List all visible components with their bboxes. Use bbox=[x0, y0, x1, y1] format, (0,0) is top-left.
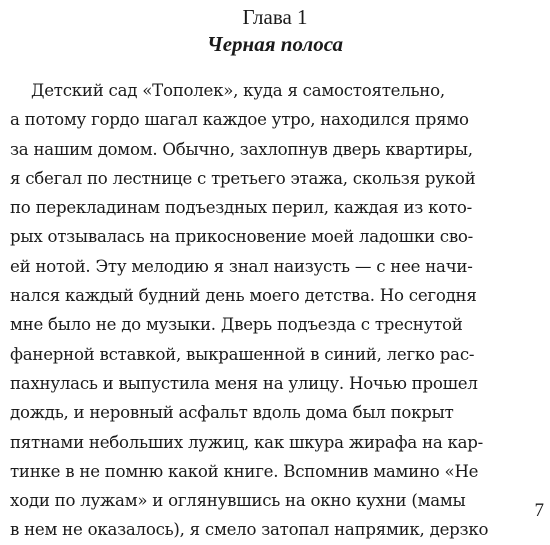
text-line: а потому гордо шагал каждое утро, находился прямо bbox=[10, 110, 469, 130]
chapter-title: Черная полоса bbox=[207, 32, 343, 56]
page-number: 7 bbox=[534, 500, 544, 521]
text-line: Детский сад «Тополек», куда я самостоятельно, bbox=[31, 81, 445, 100]
text-line: пятнами небольших лужиц, как шкура жирафа на кар- bbox=[10, 432, 484, 452]
text-line: ходи по лужам» и оглянувшись на окно кухни (мамы bbox=[10, 491, 466, 511]
text-line: пахнулась и выпустила меня на улицу. Ночью прошел bbox=[10, 373, 478, 393]
chapter-number: Глава 1 bbox=[242, 5, 308, 29]
text-line: ей нотой. Эту мелодию я знал наизусть — с нее начи- bbox=[10, 256, 473, 276]
text-line: мне было не до музыки. Дверь подъезда с треснутой bbox=[10, 315, 463, 335]
text-line: нался каждый будний день моего детства. Но сегодня bbox=[10, 286, 477, 306]
text-line: фанерной вставкой, выкрашенной в синий, легко рас- bbox=[10, 344, 475, 364]
text-line: по перекладинам подъездных перил, каждая из кото- bbox=[10, 198, 472, 218]
text-line: рых отзывалась на прикосновение моей ладошки сво- bbox=[10, 227, 474, 247]
text-line: дождь, и неровный асфальт вдоль дома был покрыт bbox=[10, 403, 454, 423]
text-line: в нем не оказалось), я смело затопал напрямик, дерзко bbox=[10, 520, 489, 540]
body-paragraph bbox=[10, 76, 520, 545]
text-line: за нашим домом. Обычно, захлопнув дверь квартиры, bbox=[10, 139, 473, 159]
text-line: тинке в не помню какой книге. Вспомнив мамино «Не bbox=[10, 461, 479, 481]
text-line: я сбегал по лестнице с третьего этажа, скользя рукой bbox=[10, 168, 476, 188]
